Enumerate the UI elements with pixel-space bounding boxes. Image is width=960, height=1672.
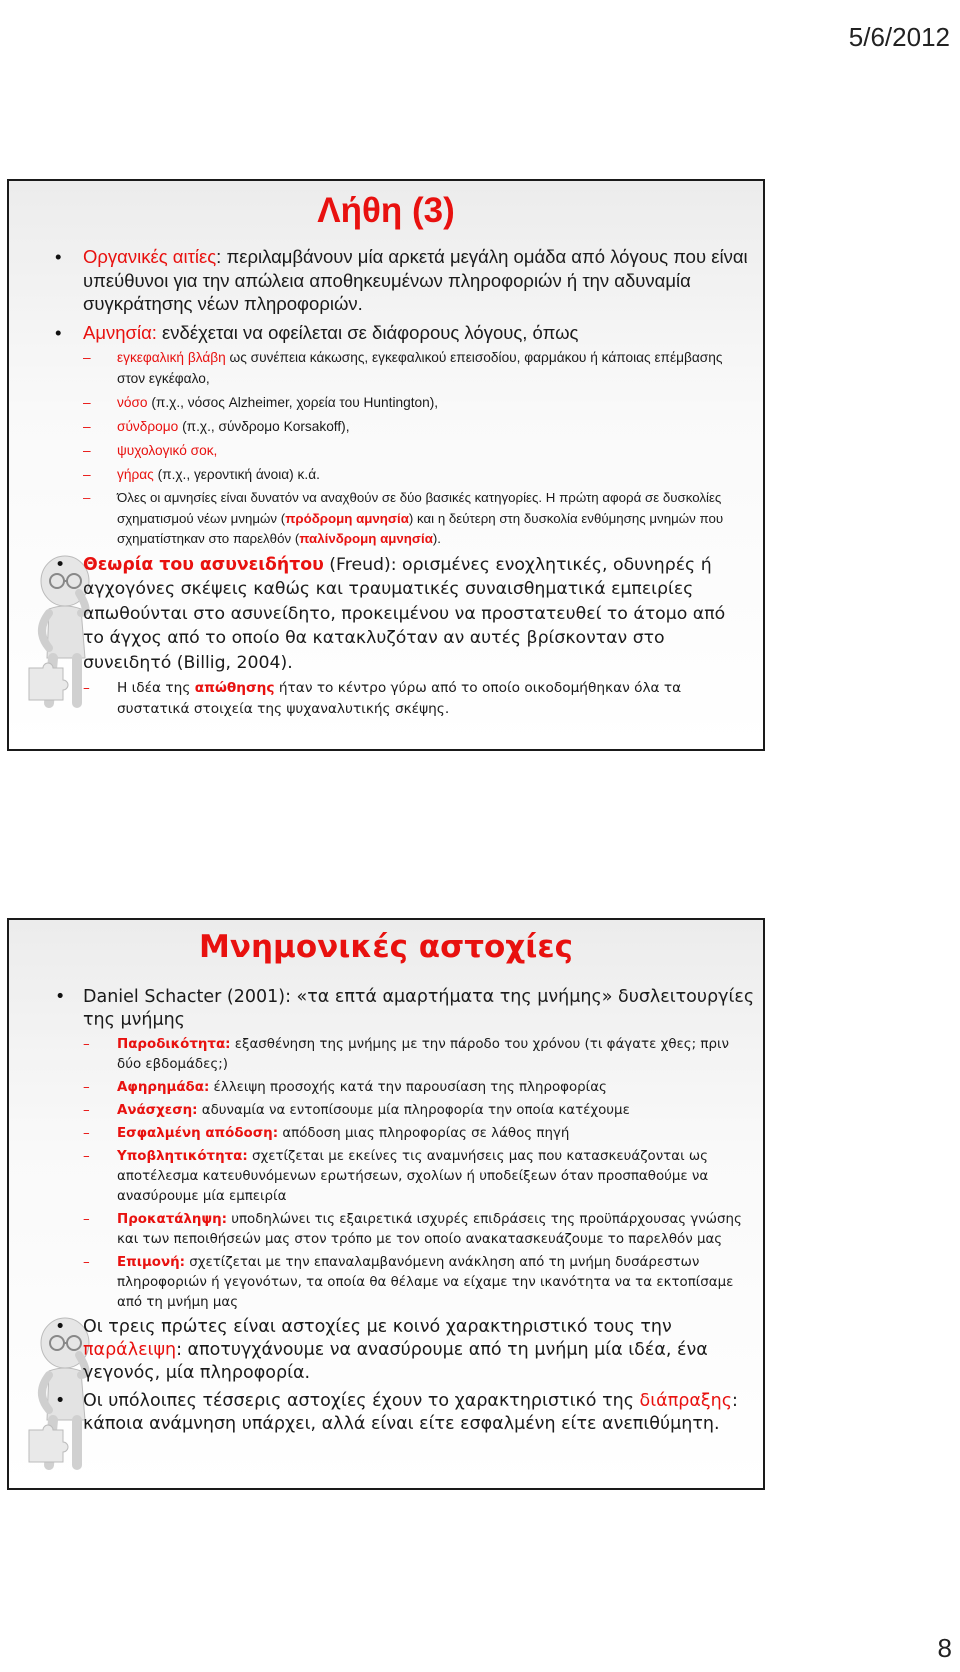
bullet-text: : κάποια ανάμνηση υπάρχει, αλλά είναι είτε εσφαλμένη είτε ανεπιθύμητη.	[83, 1391, 738, 1434]
item-term: Υποβλητικότητα:	[117, 1149, 248, 1164]
slide-title: Λήθη (3)	[317, 191, 455, 230]
term-unconscious-theory: Θεωρία του ασυνειδήτου	[83, 554, 324, 575]
bullet-text: Οι τρεις πρώτες είναι αστοχίες με κοινό χαρακτηριστικό τους την	[83, 1317, 672, 1337]
unconscious-subs	[83, 678, 750, 720]
bullet-text: Daniel Schacter (2001): «τα επτά αμαρτήματα της μνήμης» δυσλειτουργίες της μνήμης	[83, 987, 755, 1030]
item-text: σχετίζεται με εκείνες τις αναμνήσεις μας που κατασκευάζονται ως αποτέλεσμα κατευθυνόμενων ερωτήσεων, σχολίων ή υποδείξεων όταν προσπαθούμε να ανασύρουμε μία εμπειρία	[117, 1149, 709, 1204]
slide-memory-failures	[7, 918, 765, 1490]
list-item	[83, 440, 750, 461]
item-term: εγκεφαλική βλάβη	[117, 350, 226, 365]
item-text: (π.χ., νόσος Alzheimer, χορεία του Huntington),	[147, 395, 439, 410]
bullet-text: : αποτυγχάνουμε να ανασύρουμε από τη μνήμη μία ιδέα, ένα γεγονός, μία πληροφορία.	[83, 1340, 708, 1383]
item-term: Εσφαλμένη απόδοση:	[117, 1126, 279, 1141]
list-item	[83, 392, 750, 413]
item-text: (π.χ., γεροντική άνοια) κ.ά.	[153, 467, 320, 482]
slide2-bullets	[55, 986, 755, 1436]
term-commission: διάπραξης	[639, 1391, 732, 1411]
list-item	[83, 1124, 755, 1144]
list-item	[83, 464, 750, 485]
list-item	[83, 1078, 755, 1098]
bullet-unconscious-theory	[55, 553, 750, 721]
list-item-amnesia-types	[83, 488, 750, 550]
item-term: Ανάσχεση:	[117, 1103, 198, 1118]
list-item	[83, 1147, 755, 1207]
bullet-text: : περιλαμβάνουν μία αρκετά μεγάλη ομάδα από λόγους που είναι υπεύθυνοι για την απώλεια αποθηκευμένων πληροφοριών ή την αδυναμία συγκράτησης νέων πληροφοριών.	[83, 246, 748, 314]
slide-title: Μνημονικές αστοχίες	[198, 929, 573, 965]
item-term: γήρας	[117, 467, 154, 482]
term-amnesia: Αμνησία:	[83, 321, 157, 343]
item-text: (π.χ., σύνδρομο Korsakoff),	[178, 419, 350, 434]
item-text: σχετίζεται με την επαναλαμβανόμενη ανάκληση από τη μνήμη δυσάρεστων πληροφοριών ή γεγονότων, τα οποία θα θέλαμε να είχαμε την ικανότητα να τα εκτοπίσαμε από τη μνήμη μας	[117, 1255, 734, 1310]
bullet-text: Οι υπόλοιπες τέσσερις αστοχίες έχουν το χαρακτηριστικό της	[83, 1391, 640, 1411]
slide-lithi	[7, 179, 765, 751]
item-text: αδυναμία να εντοπίσουμε μία πληροφορία την οποία κατέχουμε	[197, 1103, 630, 1118]
item-term: Προκατάληψη:	[117, 1212, 227, 1227]
bullet-organic-causes	[55, 245, 750, 316]
list-item	[83, 1210, 755, 1250]
slide1-bullets	[55, 245, 750, 723]
item-term: Αφηρημάδα:	[117, 1080, 210, 1095]
bullet-text: (Freud): ορισμένες ενοχλητικές, οδυνηρές ή αγχογόνες σκέψεις καθώς και τραυματικές συναισθηματικά εμπειρίες απωθούνται στο ασυνείδητο, προκειμένου να προστατευθεί το άτομο από το άγχος από το οποίο θα κατακλυζόταν αν αυτές βρίσκονταν στο συνειδητό (Billig, 2004).	[83, 554, 726, 673]
item-term: ψυχολογικό σοκ,	[117, 443, 218, 458]
term-retrograde-amnesia: παλίνδρομη αμνησία	[299, 531, 433, 546]
bullet-text: ενδέχεται να οφείλεται σε διάφορους λόγους, όπως	[156, 321, 579, 343]
bullet-amnesia	[55, 321, 750, 550]
item-term: Παροδικότητα:	[117, 1037, 231, 1052]
list-item	[83, 1101, 755, 1121]
amnesia-causes	[83, 347, 750, 550]
term-anterograde-amnesia: πρόδρομη αμνησία	[285, 510, 409, 526]
page-number: 8	[937, 1633, 952, 1663]
item-text: έλλειψη προσοχής κατά την παρουσίαση της πληροφορίας	[209, 1080, 607, 1095]
item-text: ήταν το κέντρο γύρω από το οποίο οικοδομήθηκαν όλα τα συστατικά στοιχεία της ψυχαναλυτικής σκέψης.	[117, 680, 682, 717]
bullet-commission	[55, 1390, 755, 1436]
item-text: απόδοση μιας πληροφορίας σε λάθος πηγή	[278, 1126, 570, 1141]
term-omission: παράλειψη	[83, 1340, 177, 1360]
list-item	[83, 1035, 755, 1075]
item-text: Όλες οι αμνησίες είναι δυνατόν να αναχθούν σε δύο βασικές κατηγορίες. Η πρώτη αφορά σε δυσκολίες σχηματισμού νέων μνημών (	[117, 490, 722, 526]
header-date: 5/6/2012	[848, 22, 950, 52]
item-text: ως συνέπεια κάκωσης, εγκεφαλικού επεισοδίου, φαρμάκου ή κάποιας επέμβασης στον εγκέφαλο,	[117, 350, 723, 386]
list-item	[83, 347, 750, 389]
item-term: σύνδρομο	[117, 419, 179, 434]
item-text: ).	[432, 531, 441, 546]
term-repression: απώθησης	[194, 680, 275, 696]
item-text: ) και η δεύτερη στη δυσκολία ενθύμησης μνημών που σχηματίστηκαν στο παρελθόν (	[117, 510, 724, 546]
seven-sins-list	[83, 1035, 755, 1313]
list-item	[83, 678, 750, 720]
term-organic-causes: Οργανικές αιτίες	[83, 246, 217, 267]
item-text: εξασθένηση της μνήμης με την πάροδο του χρόνου (τι φάγατε χθες; πριν δύο εβδομάδες;)	[117, 1037, 729, 1072]
item-term: Επιμονή:	[117, 1255, 186, 1270]
bullet-omission	[55, 1316, 755, 1385]
item-text: Η ιδέα της	[117, 680, 195, 696]
item-text: υποδηλώνει τις εξαιρετικά ισχυρές επιδράσεις της προϋπάρχουσας γνώσης και των πεποιθήσεών μας στον τρόπο με τον οποίο ανακατασκευάζουμε το παρελθόν μας	[117, 1212, 742, 1247]
list-item	[83, 416, 750, 437]
list-item	[83, 1253, 755, 1313]
item-term: νόσο	[117, 395, 148, 410]
bullet-schacter	[55, 986, 755, 1313]
